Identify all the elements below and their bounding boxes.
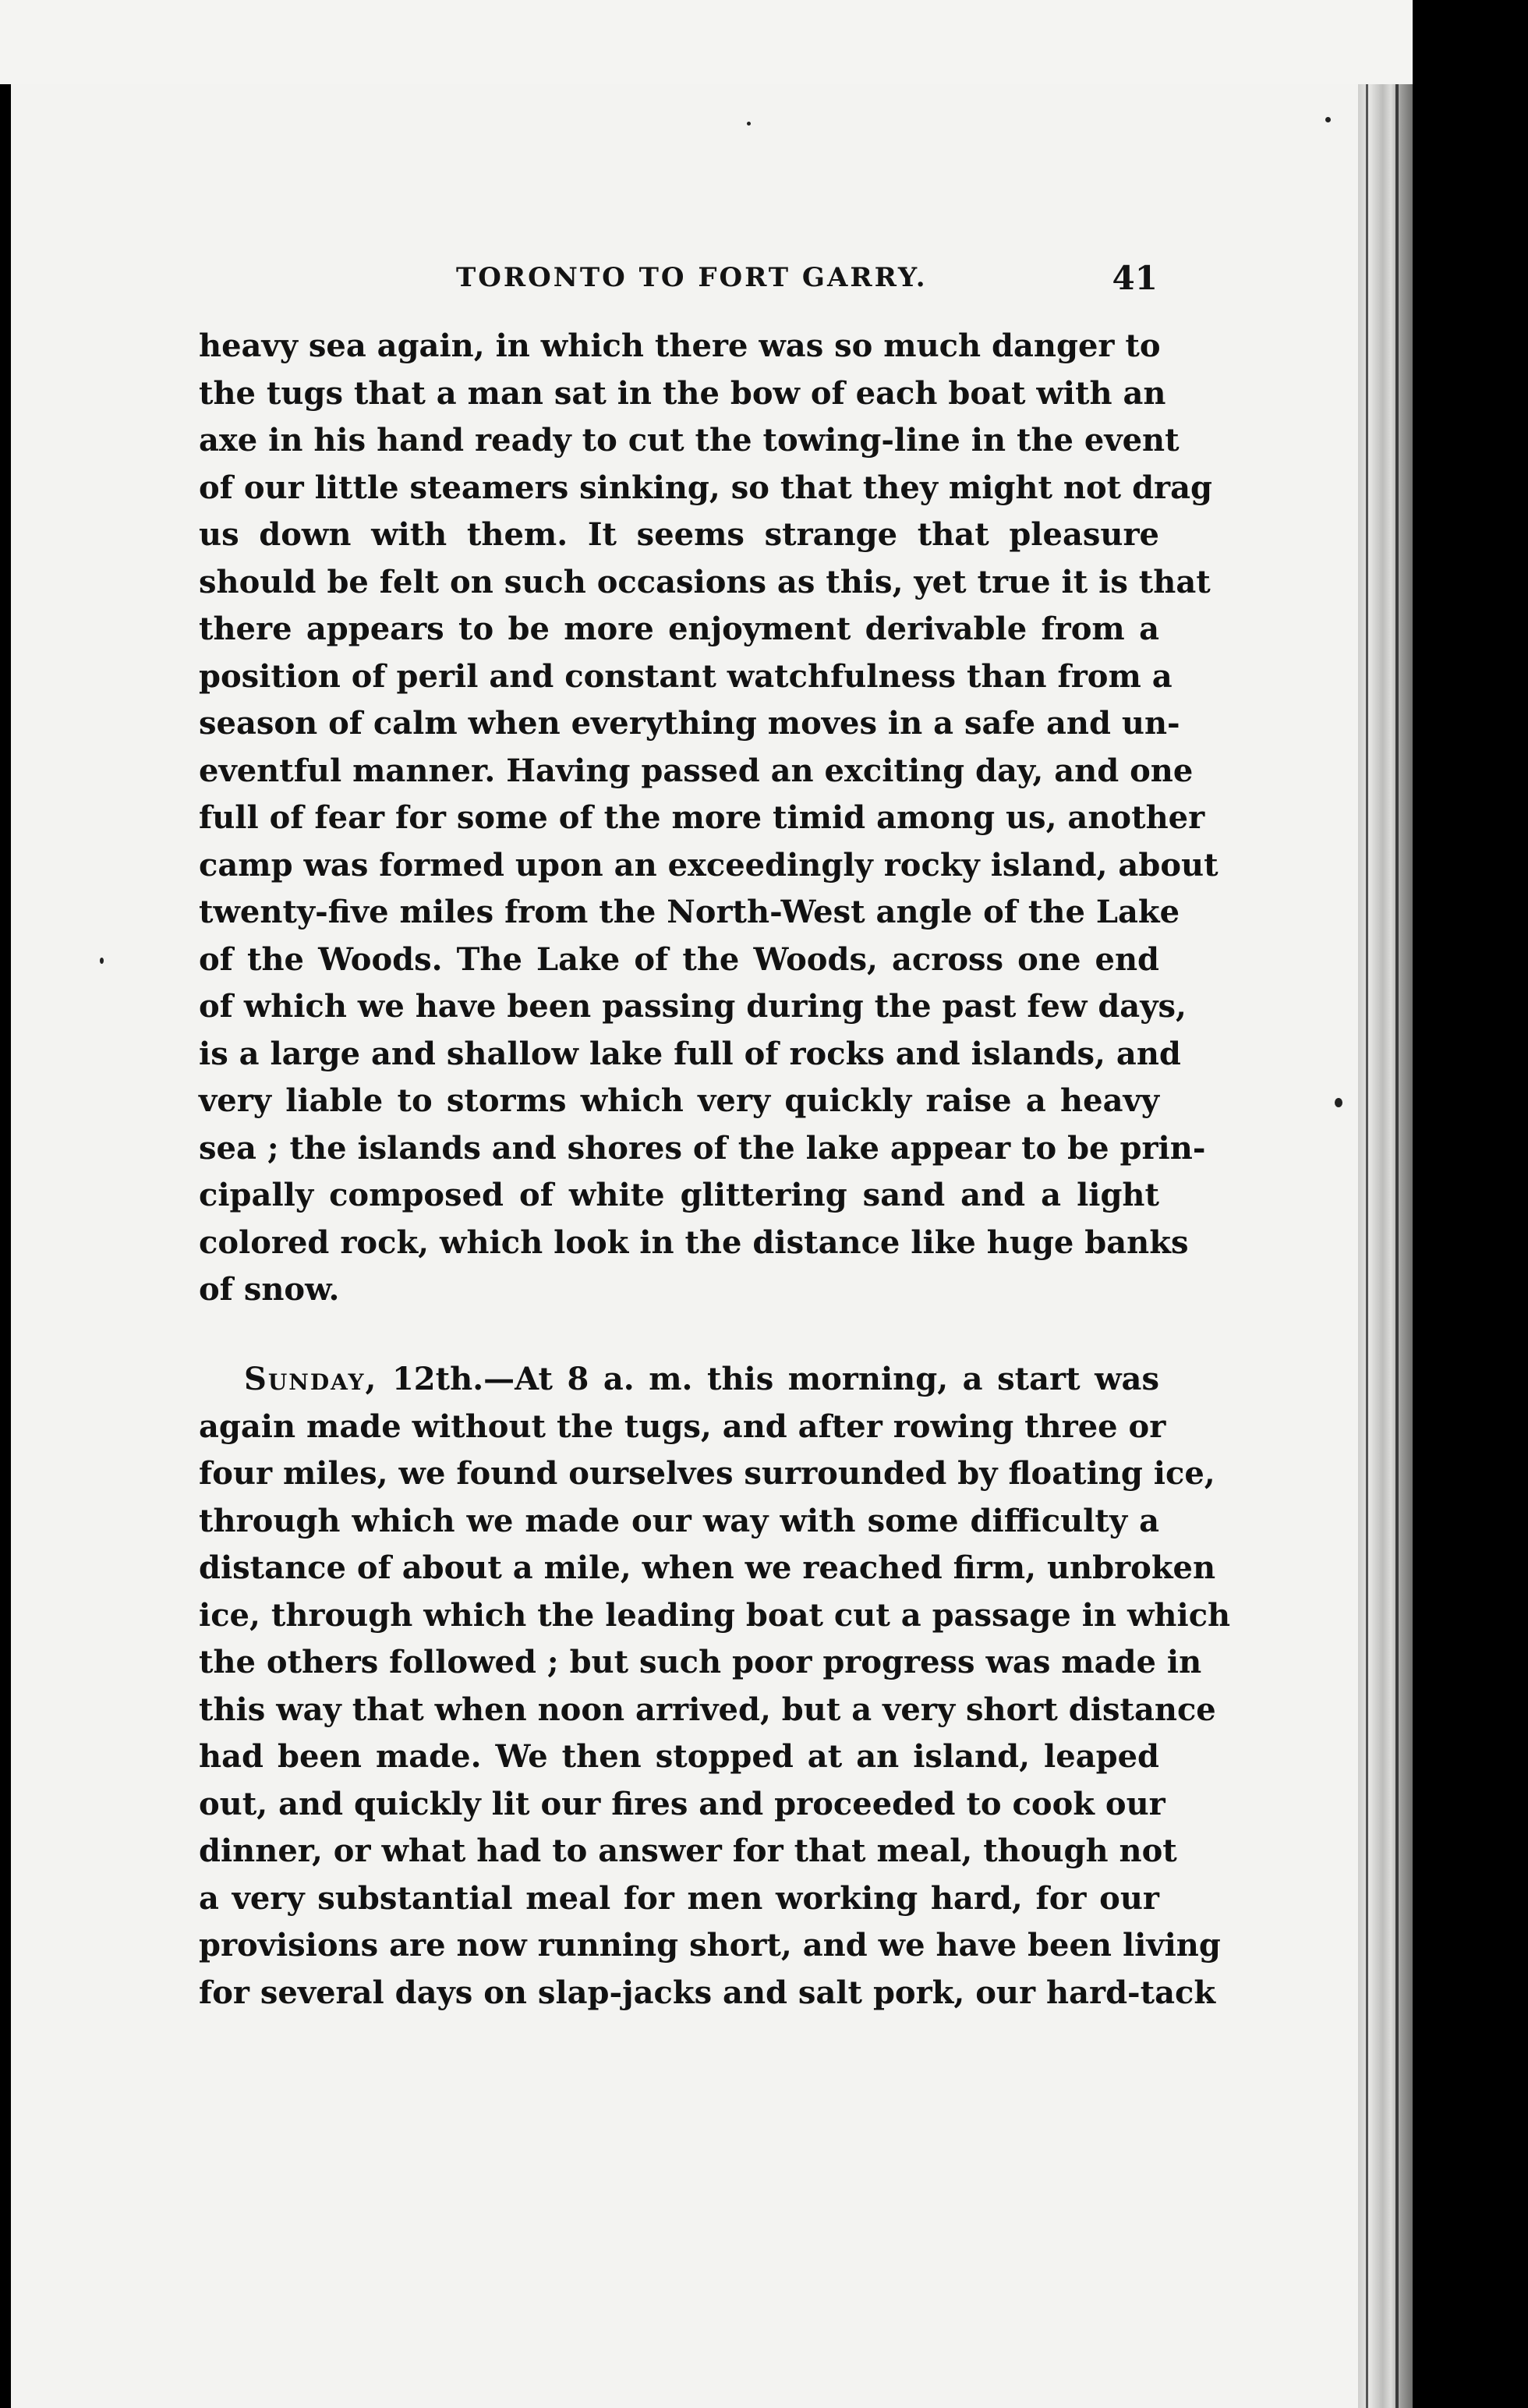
text-line: full of fear for some of the more timid among us, another <box>199 799 1205 836</box>
text-line: distance of about a mile, when we reached firm, unbroken <box>199 1549 1216 1586</box>
text-line: should be felt on such occasions as this, yet true it is that <box>199 563 1211 600</box>
text-line: through which we made our way with some difficulty a <box>199 1502 1159 1539</box>
dust-speck <box>100 958 104 964</box>
text-line: ice, through which the leading boat cut a passage in which <box>199 1596 1231 1634</box>
text-line: eventful manner. Having passed an exciting day, and one <box>199 752 1194 789</box>
text-line: out, and quickly lit our fires and proceeded to cook our <box>199 1785 1165 1822</box>
text-line: the others followed ; but such poor progress was made in <box>199 1644 1202 1680</box>
text-line: this way that when noon arrived, but a very short distance <box>199 1691 1216 1728</box>
dust-speck <box>1325 117 1331 122</box>
text-line: of the Woods. The Lake of the Woods, across one end <box>199 940 1159 978</box>
dust-speck <box>1335 1098 1342 1107</box>
page-header <box>199 259 1158 306</box>
line-text: 12th.—At 8 a. m. this morning, a start was <box>377 1361 1159 1397</box>
text-line: position of peril and constant watchfulness than from a <box>199 657 1173 695</box>
running-title: TORONTO TO FORT GARRY. <box>456 262 928 293</box>
scan-top-margin <box>0 0 1528 84</box>
text-line: very liable to storms which very quickly raise a heavy <box>199 1082 1159 1119</box>
text-line: provisions are now running short, and we have been living <box>199 1927 1221 1964</box>
text-line: had been made. We then stopped at an island, leaped <box>199 1738 1159 1775</box>
text-line: of snow. <box>199 1271 340 1308</box>
page-edge-line <box>1395 84 1399 2408</box>
date-lead: Sunday, <box>244 1361 378 1397</box>
text-line: four miles, we found ourselves surrounded by floating ice, <box>199 1455 1215 1492</box>
paragraph-2-line-1 <box>199 1356 1159 1404</box>
text-line: twenty-five miles from the North-West angle of the Lake <box>199 894 1180 930</box>
text-line: cipally composed of white glittering sand and a light <box>199 1177 1159 1213</box>
text-line: colored rock, which look in the distance like huge banks <box>199 1223 1189 1261</box>
text-line: for several days on slap-jacks and salt pork, our hard-tack <box>199 1974 1216 2011</box>
text-line: season of calm when everything moves in a safe and un- <box>199 705 1180 742</box>
text-line: a very substantial meal for men working hard, for our <box>199 1879 1159 1917</box>
paragraph-2 <box>199 1356 1231 2017</box>
scan-right-margin <box>1413 0 1528 2408</box>
page-number: 41 <box>1112 259 1158 297</box>
text-line: sea ; the islands and shores of the lake appear to be prin- <box>199 1129 1206 1167</box>
text-line: again made without the tugs, and after rowing three or <box>199 1408 1166 1445</box>
text-line: camp was formed upon an exceedingly rocky island, about <box>199 846 1219 884</box>
text-line: dinner, or what had to answer for that meal, though not <box>199 1833 1177 1869</box>
page-edge-line <box>1366 84 1368 2408</box>
dust-speck <box>747 122 751 126</box>
text-line: of our little steamers sinking, so that they might not drag <box>199 469 1212 506</box>
paragraph-1 <box>199 323 1219 1314</box>
text-line: the tugs that a man sat in the bow of each boat with an <box>199 374 1166 412</box>
text-line: of which we have been passing during the past few days, <box>199 988 1187 1025</box>
text-line: axe in his hand ready to cut the towing-line in the event <box>199 422 1180 459</box>
text-line: there appears to be more enjoyment derivable from a <box>199 611 1159 647</box>
text-line: is a large and shallow lake full of rocks and islands, and <box>199 1035 1181 1072</box>
text-line: heavy sea again, in which there was so much danger to <box>199 328 1161 364</box>
text-line: us down with them. It seems strange that pleasure <box>199 516 1159 553</box>
